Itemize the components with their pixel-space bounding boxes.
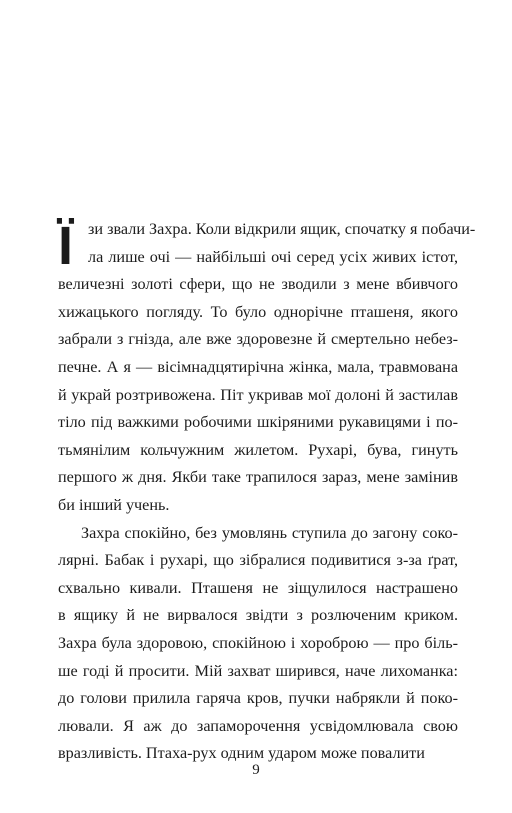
page-number: 9 [252,762,260,778]
text-line: би інший учень. [58,495,170,514]
drop-cap: Ї [58,216,73,276]
text-line: Захра була здоровою, спокійною і хороброю — про біль- [58,633,458,652]
text-line: схвально кивали. Пташеня не зіщулилося настрашено [58,578,458,597]
text-line: в ящику й не вирвалося звідти з розлюченим криком. [58,606,458,625]
text-line: лярні. Бабак і рухарі, що зібралися подивитися з-за ґрат, [58,551,458,570]
text-line: ла лише очі — найбільші очі серед усіх живих істот, [88,247,458,266]
text-line: лювали. Я аж до запаморочення усвідомлювала свою [58,716,458,735]
text-line: Захра спокійно, без умовлянь ступила до загону соко- [81,523,458,542]
text-line: печне. А я — вісімнадцятирічна жінка, мала, травмована [58,357,458,376]
text-line: забрали з гнізда, але вже здоровезне й смертельно небез- [58,330,458,349]
text-line: до голови прилила гаряча кров, пучки набрякли й поко- [58,689,458,708]
body-text [58,216,476,768]
text-line: зи звали Захра. Коли відкрили ящик, спочатку я побачи- [88,220,476,238]
paragraph-1 [58,216,476,520]
text-line: тіло під важкими робочими шкіряними рукавицями і по- [58,413,458,432]
text-line: першого ж дня. Якби таке трапилося зараз, мене замінив [58,468,458,487]
text-line: ше годі й просити. Мій захват ширився, наче лихоманка: [58,661,458,680]
text-line: величезні золоті сфери, що не зводили з мене вбивчого [58,275,458,294]
text-line: вразливість. Птаха-рух одним ударом може повалити [58,744,425,763]
text-line: й украй розтривожена. Піт укривав мої долоні й застилав [58,385,458,404]
paragraph-2 [58,520,458,768]
text-line: хижацького погляду. То було однорічне пташеня, якого [58,302,458,321]
text-line: тьмянілим кольчужним жилетом. Рухарі, бува, гинуть [58,440,458,459]
